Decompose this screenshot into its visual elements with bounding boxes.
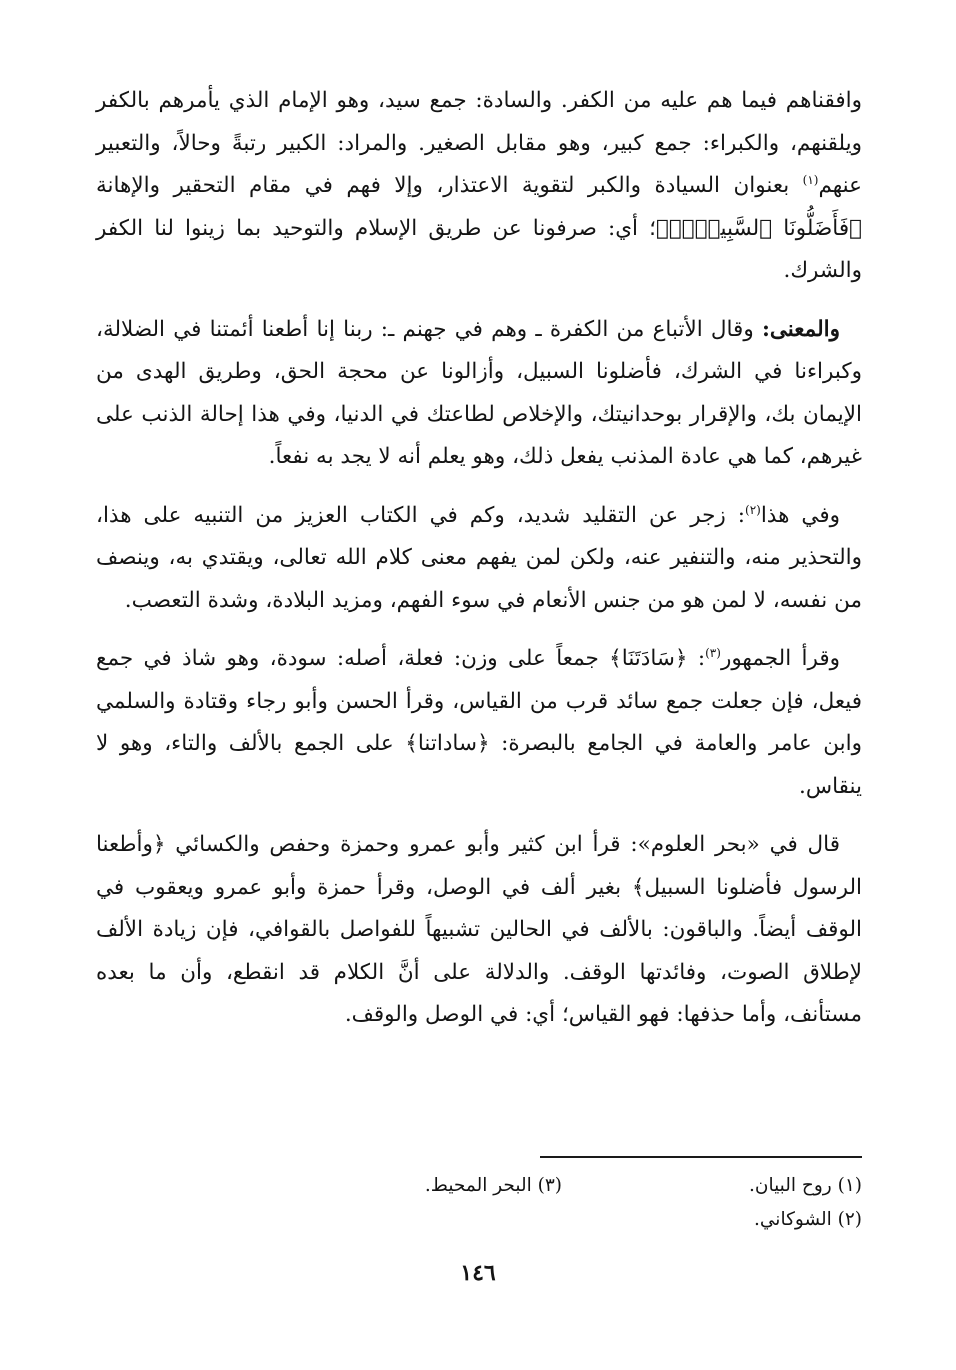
- paragraph-lead: والمعنى:: [761, 316, 840, 342]
- footnote-2: [754, 1204, 862, 1236]
- paragraph-text-cont: بعنوان السيادة والكبر لتقوية الاعتذار، وإلا فهم في مقام التحقير والإهانة ﴿فَأَضَلُّونَا ٱلسَّبِيلَا۠﴾؛ أي: صرفونا عن طريق الإسلام والتوحيد بما زينوا لنا الكفر والشرك.: [96, 173, 862, 283]
- footnote-1: [749, 1170, 862, 1202]
- paragraph-4: [96, 638, 862, 808]
- paragraph-1: [96, 80, 862, 293]
- paragraph-text: وافقناهم فيما هم عليه من الكفر. والسادة: جمع سيد، وهو الإمام الذي يأمرهم بالكفر ويلقنهم، والكبراء: جمع كبير، وهو مقابل الصغير. والمراد: الكبير رتبةً وحالاً، والتعبير عنهم: [96, 88, 862, 198]
- footnote-number: (٢): [837, 1209, 862, 1230]
- footnote-number: (١): [837, 1175, 862, 1196]
- footnote-text: البحر المحيط.: [424, 1175, 532, 1196]
- footnote-ref-1: (١): [802, 173, 819, 187]
- footnote-text: الشوكاني.: [754, 1209, 832, 1230]
- footnote-separator: [540, 1156, 862, 1158]
- paragraph-5: [96, 824, 862, 1037]
- footnote-ref-3: (٣): [705, 646, 721, 660]
- paragraph-text-cont: : ﴿سَادَتَنَا﴾ جمعاً على وزن: فعلة، أصله: سودة، وهو شاذ في جمع فيعل، فإن جعلت جمع سائد قرب من القياس، وقرأ الحسن وأبو رجاء وقتادة والسلمي وابن عامر والعامة في الجامع بالبصرة: ﴿ساداتنا﴾ على الجمع بالألف والتاء، وهو لا ينقاس.: [96, 646, 862, 799]
- paragraph-text: قال في «بحر العلوم»: قرأ ابن كثير وأبو عمرو وحمزة وحفص والكسائي ﴿وأطعنا الرسول فأضلونا السبيل﴾ بغير ألف في الوصل، وقرأ حمزة وأبو عمرو ويعقوب في الوقف أيضاً. والباقون: بالألف في الحالين تشبيهاً للفواصل بالقوافي، فإن زيادة الألف لإطلاق الصوت، وفائدتها الوقف. والدلالة على أنَّ الكلام قد انقطع، وأن ما بعده مستأنف، وأما حذفها: فهو القياس؛ أي: في الوصل والوقف.: [96, 832, 862, 1027]
- footnote-number: (٣): [537, 1175, 562, 1196]
- main-text: [96, 80, 862, 1053]
- page-number: ١٤٦: [460, 1260, 496, 1286]
- paragraph-2: [96, 309, 862, 479]
- footnote-text: روح البيان.: [748, 1175, 832, 1196]
- paragraph-text: وقال الأتباع من الكفرة ـ وهم في جهنم ـ: ربنا إنا أطعنا أئمتنا في الضلالة، وكبراءنا في الشرك، فأضلونا السبيل، وأزالونا عن محجة الحق، وطريق الهدى من الإيمان بك، والإقرار بوحدانيتك، والإخلاص لطاعتك في الدنيا، وفي هذا إحالة الذنب على غيرهم، كما هي عادة المذنب يفعل ذلك، وهو يعلم أنه لا يجد به نفعاً.: [96, 316, 862, 469]
- paragraph-text: وقرأ الجمهور: [720, 646, 840, 671]
- footnote-ref-2: (٢): [745, 502, 761, 517]
- paragraph-3: [96, 495, 862, 623]
- paragraph-text: وفي هذا: [760, 502, 841, 528]
- footnote-3: [425, 1170, 562, 1202]
- paragraph-text-cont: : زجر عن التقليد شديد، وكم في الكتاب العزيز من التنبيه على هذا، والتحذير منه، والتنفير عنه، ولكن لمن يفهم معنى كلام الله تعالى، ويقتدي به، وينصف من نفسه، لا لمن هو من جنس الأنعام في سوء الفهم، ومزيد البلادة، وشدة التعصب.: [96, 502, 862, 613]
